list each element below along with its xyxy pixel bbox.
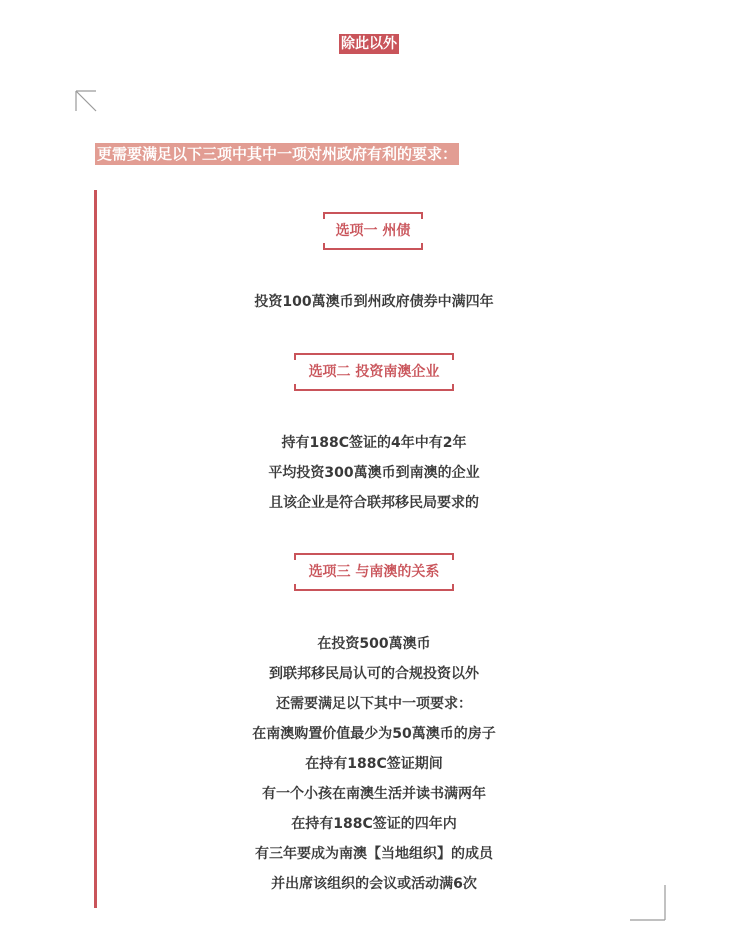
accent-side-bar	[94, 190, 97, 908]
section-tag: 除此以外	[341, 36, 397, 52]
detail-line: 在南澳购置价值最少为50萬澳币的房子	[252, 726, 496, 742]
bracket-bottom	[323, 243, 423, 250]
detail-line: 且该企业是符合联邦移民局要求的	[269, 495, 479, 511]
detail-line: 有一个小孩在南澳生活并读书满两年	[262, 786, 486, 802]
option-3-label: 选项三 与南澳的关系	[308, 564, 440, 580]
detail-line: 在持有188C签证期间	[305, 756, 443, 772]
bracket-bottom	[294, 384, 454, 391]
option-3-details	[100, 629, 648, 899]
bracket-top	[294, 353, 454, 360]
detail-line: 还需要满足以下其中一项要求：	[276, 696, 472, 712]
detail-line: 在投资500萬澳币	[317, 636, 431, 652]
option-2-details	[100, 428, 648, 518]
detail-line: 持有188C签证的4年中有2年	[281, 435, 467, 451]
detail-line: 平均投资300萬澳币到南澳的企业	[268, 465, 480, 481]
detail-line: 并出席该组织的会议或活动满6次	[271, 876, 477, 892]
detail-line: 到联邦移民局认可的合规投资以外	[269, 666, 479, 682]
option-2-label: 选项二 投资南澳企业	[308, 364, 440, 380]
bracket-top	[294, 553, 454, 560]
corner-mark-top-left	[75, 90, 97, 112]
option-1-label: 选项一 州债	[335, 223, 411, 239]
detail-line: 投资100萬澳币到州政府债券中满四年	[254, 294, 494, 310]
option-3-label-box	[294, 553, 454, 591]
bracket-bottom	[294, 584, 454, 591]
detail-line: 在持有188C签证的四年内	[291, 816, 457, 832]
corner-mark-bottom-right	[630, 885, 666, 921]
option-1-label-box	[323, 212, 423, 250]
requirements-headline: 更需要满足以下三项中其中一项对州政府有利的要求：	[97, 145, 458, 163]
bracket-top	[323, 212, 423, 219]
option-2-label-box	[294, 353, 454, 391]
option-1-details	[100, 287, 648, 317]
detail-line: 有三年要成为南澳【当地组织】的成员	[255, 846, 493, 862]
